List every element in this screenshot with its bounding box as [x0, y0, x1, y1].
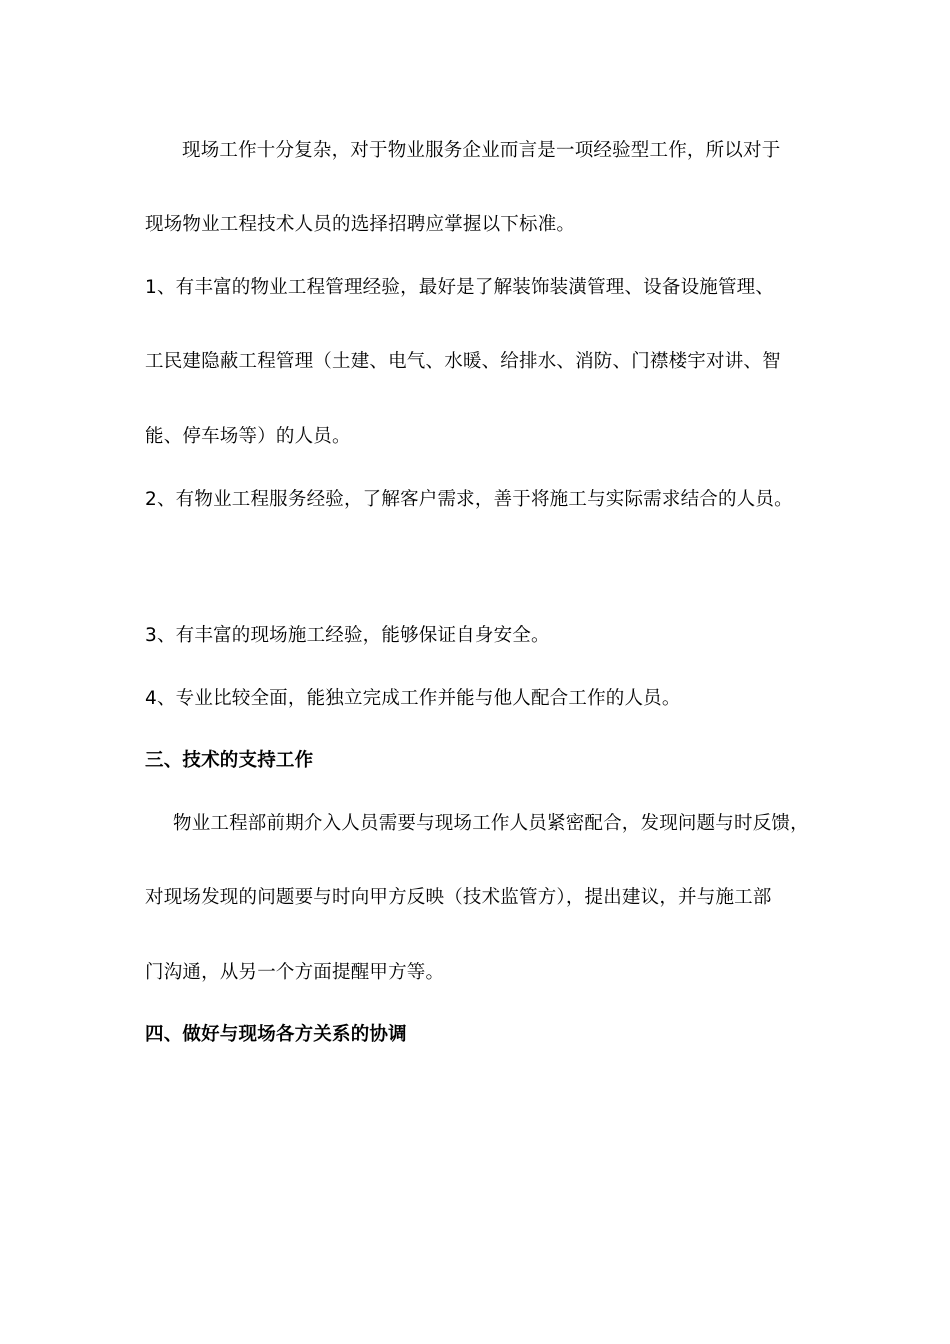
paragraph-support-line-2: 对现场发现的问题要与时向甲方反映（技术监管方），提出建议，并与施工部: [145, 887, 772, 908]
paragraph-intro-line-1: 现场工作十分复杂，对于物业服务企业而言是一项经验型工作，所以对于: [182, 140, 781, 161]
paragraph-support-line-3: 门沟通，从另一个方面提醒甲方等。: [145, 962, 445, 983]
list-item-3: 3、有丰富的现场施工经验，能够保证自身安全。: [145, 625, 550, 646]
section-heading-4: 四、做好与现场各方关系的协调: [145, 1024, 407, 1045]
list-item-1-line-1: 1、有丰富的物业工程管理经验，最好是了解装饰装潢管理、设备设施管理、: [145, 277, 775, 298]
list-item-2: 2、有物业工程服务经验，了解客户需求，善于将施工与实际需求结合的人员。: [145, 489, 793, 510]
list-item-1-line-3: 能、停车场等）的人员。: [145, 426, 351, 447]
paragraph-support-line-1: 物业工程部前期介入人员需要与现场工作人员紧密配合，发现问题与时反馈，: [173, 813, 809, 834]
list-item-4: 4、专业比较全面，能独立完成工作并能与他人配合工作的人员。: [145, 688, 681, 709]
paragraph-intro-line-2: 现场物业工程技术人员的选择招聘应掌握以下标准。: [145, 214, 576, 235]
list-item-1-line-2: 工民建隐蔽工程管理（土建、电气、水暖、给排水、消防、门襟楼宇对讲、智: [145, 351, 781, 372]
section-heading-3: 三、技术的支持工作: [145, 750, 314, 771]
